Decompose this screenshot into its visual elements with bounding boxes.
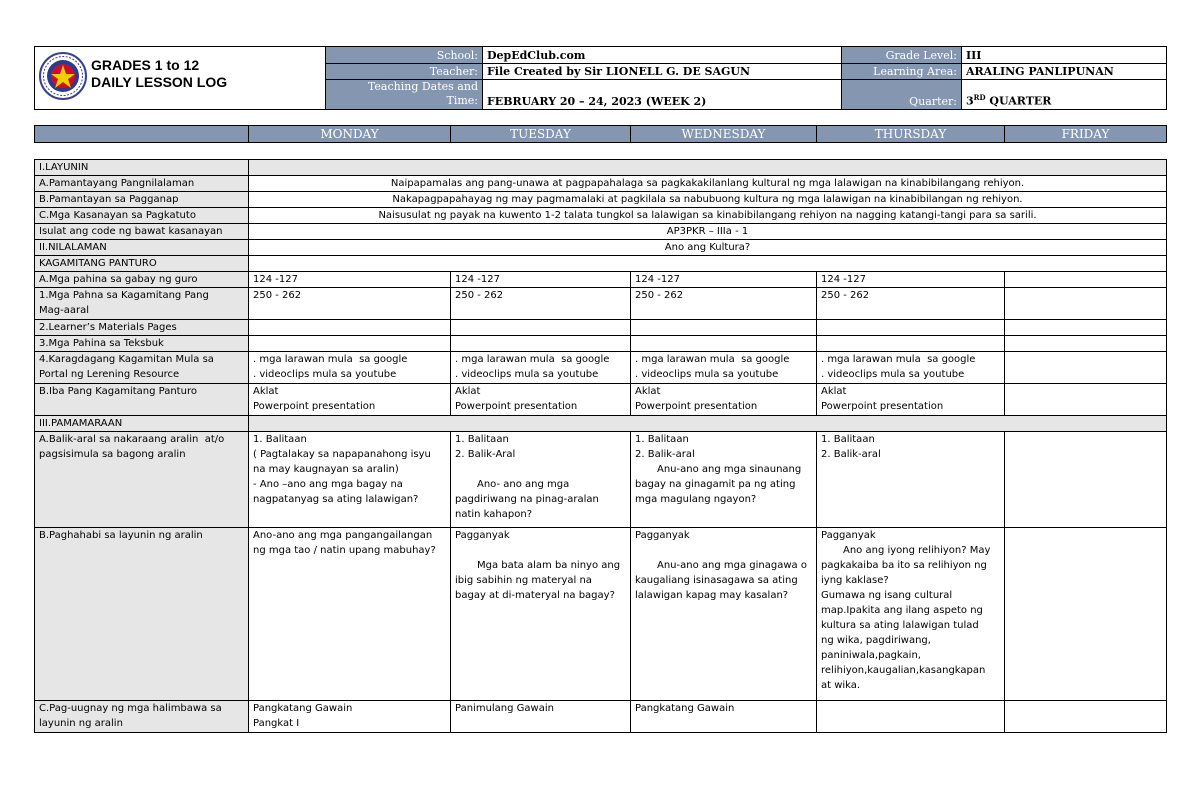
karagdagang-label-line-2: Portal ng Lerening Resource: [39, 369, 180, 380]
balik-wed-line: mga magulang ngayon?: [635, 494, 757, 505]
karagdagang-thursday: [817, 352, 1005, 384]
dates-label-line-2: Time:: [446, 94, 478, 107]
teksbuk-monday: [249, 336, 451, 352]
day-friday: FRIDAY: [1005, 126, 1167, 143]
balik-monday: [249, 432, 451, 528]
balik-wed-line: bagay na ginagamit pa ng ating: [635, 479, 796, 490]
quarter-text: QUARTER: [985, 95, 1052, 108]
nilalaman-value: Ano ang Kultura?: [249, 240, 1167, 256]
pagganap-value: Nakapagpapahayag ng may pagmamalaki at pagkilala sa nabubuong kultura ng mga lalawigan na kinabibilangan ng rehiyon.: [249, 192, 1167, 208]
learners-label: 2.Learner’s Materials Pages: [35, 320, 249, 336]
iba-line-1: Aklat: [635, 386, 661, 397]
kasanayan-value: Naisusulat ng payak na kuwento 1-2 talata tungkol sa lalawigan sa kinabibilangang rehiyon na nagging katangi-tangi para sa sarili.: [249, 208, 1167, 224]
paghahabi-thu-line: relihiyon,kaugalian,kasangkapan: [821, 665, 986, 676]
pag-uugnay-tuesday: Panimulang Gawain: [451, 701, 631, 733]
balik-friday: [1005, 432, 1167, 528]
balik-tue-line: natin kahapon?: [455, 509, 533, 520]
mag-aaral-friday: [1005, 288, 1167, 320]
balik-mon-line: nagpatanyag sa ating lalawigan?: [253, 494, 419, 505]
pag-uugnay-label: [35, 701, 249, 733]
balik-label-line-1: A.Balik-aral sa nakaraang aralin at/o: [39, 434, 225, 445]
learners-wednesday: [631, 320, 817, 336]
karagdagang-tuesday: [451, 352, 631, 384]
teacher-label: Teacher:: [326, 64, 483, 80]
iba-line-2: Powerpoint presentation: [821, 401, 944, 412]
mag-aaral-label-line-1: 1.Mga Pahna sa Kagamitang Pang: [39, 290, 209, 301]
paghahabi-wed-line: Anu-ano ang mga ginagawa o: [657, 560, 807, 571]
grade-value: III: [962, 47, 1167, 64]
pag-uugnay-mon-line: Pangkat I: [253, 718, 300, 729]
paghahabi-thu-line: iyng kaklase?: [821, 575, 889, 586]
paghahabi-thu-line: ng wika, pagdiriwang,: [821, 635, 931, 646]
pamantayang-value: Naipapamalas ang pang-unawa at pagpapahalaga sa pagkakakilanlang kultural ng mga lalawigan na kinabibilangang rehiyon.: [249, 176, 1167, 192]
iba-tuesday: [451, 384, 631, 416]
balik-tuesday: [451, 432, 631, 528]
days-header: [34, 125, 1166, 143]
days-blank-cell: [35, 126, 249, 143]
balik-wed-line: 2. Balik-aral: [635, 449, 695, 460]
table-row: [35, 192, 1167, 208]
balik-label: [35, 432, 249, 528]
area-label: Learning Area:: [842, 64, 962, 80]
karagdagang-line-1: . mga larawan mula sa google: [455, 354, 610, 365]
title-cell: [35, 47, 326, 110]
mag-aaral-label: [35, 288, 249, 320]
area-value: ARALING PANLIPUNAN: [962, 64, 1167, 80]
dates-label-line-1: Teaching Dates and: [367, 80, 478, 93]
gabay-label: A.Mga pahina sa gabay ng guro: [35, 272, 249, 288]
karagdagang-label: [35, 352, 249, 384]
iba-monday: [249, 384, 451, 416]
balik-mon-line: - Ano –ano ang mga bagay na: [253, 479, 403, 490]
learners-tuesday: [451, 320, 631, 336]
mag-aaral-thursday: 250 - 262: [817, 288, 1005, 320]
table-row: [35, 288, 1167, 320]
gabay-thursday: 124 -127: [817, 272, 1005, 288]
day-tuesday: TUESDAY: [451, 126, 631, 143]
iba-line-1: Aklat: [821, 386, 847, 397]
pag-uugnay-label-line-2: layunin ng aralin: [39, 718, 123, 729]
code-value: AP3PKR – IIIa - 1: [249, 224, 1167, 240]
paghahabi-tue-line: Pagganyak: [455, 530, 510, 541]
nilalaman-label: II.NILALAMAN: [35, 240, 249, 256]
iba-line-2: Powerpoint presentation: [253, 401, 376, 412]
paghahabi-thu-line: map.Ipakita ang ilang aspeto ng: [821, 605, 983, 616]
pamamaraan-blank: [249, 416, 1167, 432]
kagamitan-heading: KAGAMITANG PANTURO: [35, 256, 249, 272]
paghahabi-monday: [249, 528, 451, 701]
table-row: [35, 224, 1167, 240]
paghahabi-wed-line: Pagganyak: [635, 530, 690, 541]
mag-aaral-tuesday: 250 - 262: [451, 288, 631, 320]
iba-friday: [1005, 384, 1167, 416]
balik-tue-line: pagdiriwang na pinag-aralan: [455, 494, 599, 505]
paghahabi-thu-line: pagkakaiba ba ito sa relihiyon ng: [821, 560, 987, 571]
balik-tue-line: 1. Balitaan: [455, 434, 509, 445]
pag-uugnay-monday: [249, 701, 451, 733]
balik-mon-line: na may kaugnayan sa aralin): [253, 464, 399, 475]
pag-uugnay-label-line-1: C.Pag-uugnay ng mga halimbawa sa: [39, 703, 222, 714]
deped-seal-icon: [39, 52, 87, 100]
kagamitan-blank: [249, 256, 1167, 272]
table-row: [35, 701, 1167, 733]
karagdagang-friday: [1005, 352, 1167, 384]
school-value: DepEdClub.com: [483, 47, 842, 64]
pagganap-label: B.Pamantayan sa Pagganap: [35, 192, 249, 208]
table-row: [35, 432, 1167, 528]
balik-tue-line: Ano- ano ang mga: [477, 479, 570, 490]
dates-value: FEBRUARY 20 – 24, 2023 (WEEK 2): [483, 80, 842, 110]
balik-wed-line: 1. Balitaan: [635, 434, 689, 445]
balik-mon-line: 1. Balitaan: [253, 434, 307, 445]
table-row: [35, 176, 1167, 192]
gabay-friday: [1005, 272, 1167, 288]
paghahabi-thu-line: Gumawa ng isang cultural: [821, 590, 953, 601]
table-row: [35, 240, 1167, 256]
table-row: [35, 320, 1167, 336]
quarter-value: [962, 80, 1167, 110]
paghahabi-label: B.Paghahabi sa layunin ng aralin: [35, 528, 249, 701]
paghahabi-mon-line: ng mga tao / natin upang mabuhay?: [253, 545, 436, 556]
paghahabi-thu-line: Ano ang iyong relihiyon? May: [843, 545, 991, 556]
karagdagang-line-2: . videoclips mula sa youtube: [455, 369, 599, 380]
day-wednesday: WEDNESDAY: [631, 126, 817, 143]
header-block: [34, 46, 1166, 109]
dates-label: [326, 80, 483, 110]
pamantayang-label: A.Pamantayang Pangnilalaman: [35, 176, 249, 192]
iba-line-2: Powerpoint presentation: [635, 401, 758, 412]
day-monday: MONDAY: [249, 126, 451, 143]
table-row: [35, 416, 1167, 432]
table-row: [35, 528, 1167, 701]
paghahabi-tue-line: Mga bata alam ba ninyo ang: [477, 560, 621, 571]
iba-thursday: [817, 384, 1005, 416]
pag-uugnay-thursday: [817, 701, 1005, 733]
layunin-heading: I.LAYUNIN: [35, 160, 249, 176]
day-thursday: THURSDAY: [817, 126, 1005, 143]
iba-line-1: Aklat: [455, 386, 481, 397]
pag-uugnay-mon-line: Pangkatang Gawain: [253, 703, 353, 714]
quarter-number: 3: [966, 95, 974, 108]
paghahabi-thu-line: Pagganyak: [821, 530, 876, 541]
teacher-value: File Created by Sir LIONELL G. DE SAGUN: [483, 64, 842, 80]
gabay-tuesday: 124 -127: [451, 272, 631, 288]
teksbuk-tuesday: [451, 336, 631, 352]
kasanayan-label: C.Mga Kasanayan sa Pagkatuto: [35, 208, 249, 224]
learners-friday: [1005, 320, 1167, 336]
balik-thu-line: 2. Balik-aral: [821, 449, 881, 460]
mag-aaral-monday: 250 - 262: [249, 288, 451, 320]
balik-label-line-2: pagsisimula sa bagong aralin: [39, 449, 186, 460]
karagdagang-line-1: . mga larawan mula sa google: [253, 354, 408, 365]
gabay-monday: 124 -127: [249, 272, 451, 288]
iba-line-1: Aklat: [253, 386, 279, 397]
table-row: [35, 336, 1167, 352]
paghahabi-tuesday: [451, 528, 631, 701]
teksbuk-wednesday: [631, 336, 817, 352]
code-label: Isulat ang code ng bawat kasanayan: [35, 224, 249, 240]
title-line-2: DAILY LESSON LOG: [91, 74, 228, 90]
table-row: [35, 160, 1167, 176]
table-row: [35, 208, 1167, 224]
iba-wednesday: [631, 384, 817, 416]
table-row: [35, 352, 1167, 384]
school-label: School:: [326, 47, 483, 64]
teksbuk-label: 3.Mga Pahina sa Teksbuk: [35, 336, 249, 352]
iba-label: B.Iba Pang Kagamitang Panturo: [35, 384, 249, 416]
paghahabi-tue-line: bagay at di-materyal na bagay?: [455, 590, 615, 601]
table-row: [35, 384, 1167, 416]
learners-thursday: [817, 320, 1005, 336]
karagdagang-line-2: . videoclips mula sa youtube: [635, 369, 779, 380]
teksbuk-friday: [1005, 336, 1167, 352]
mag-aaral-wednesday: 250 - 262: [631, 288, 817, 320]
lesson-grid: [34, 159, 1166, 733]
document-title: [91, 57, 227, 91]
quarter-label: Quarter:: [842, 80, 962, 110]
mag-aaral-label-line-2: Mag-aaral: [39, 305, 89, 316]
balik-thu-line: 1. Balitaan: [821, 434, 875, 445]
paghahabi-thursday: [817, 528, 1005, 701]
pag-uugnay-friday: [1005, 701, 1167, 733]
grade-label: Grade Level:: [842, 47, 962, 64]
pamamaraan-heading: III.PAMAMARAAN: [35, 416, 249, 432]
table-row: [35, 272, 1167, 288]
paghahabi-wed-line: kaugaliang isinasagawa sa ating: [635, 575, 798, 586]
karagdagang-monday: [249, 352, 451, 384]
paghahabi-thu-line: at wika.: [821, 680, 861, 691]
table-row: [35, 256, 1167, 272]
karagdagang-line-1: . mga larawan mula sa google: [635, 354, 790, 365]
paghahabi-thu-line: kultura sa ating lalawigan tulad: [821, 620, 979, 631]
iba-line-2: Powerpoint presentation: [455, 401, 578, 412]
paghahabi-thu-line: paniniwala,pagkain,: [821, 650, 921, 661]
paghahabi-friday: [1005, 528, 1167, 701]
balik-thursday: [817, 432, 1005, 528]
paghahabi-mon-line: Ano-ano ang mga pangangailangan: [253, 530, 433, 541]
learners-monday: [249, 320, 451, 336]
karagdagang-line-1: . mga larawan mula sa google: [821, 354, 976, 365]
title-line-1: GRADES 1 to 12: [91, 57, 200, 73]
karagdagang-line-2: . videoclips mula sa youtube: [821, 369, 965, 380]
balik-mon-line: ( Pagtalakay sa napapanahong isyu: [253, 449, 431, 460]
paghahabi-wed-line: lalawigan kapag may kasalan?: [635, 590, 789, 601]
teksbuk-thursday: [817, 336, 1005, 352]
pag-uugnay-wednesday: Pangkatang Gawain: [631, 701, 817, 733]
paghahabi-wednesday: [631, 528, 817, 701]
balik-wednesday: [631, 432, 817, 528]
karagdagang-wednesday: [631, 352, 817, 384]
balik-wed-line: Anu-ano ang mga sinaunang: [657, 464, 802, 475]
karagdagang-line-2: . videoclips mula sa youtube: [253, 369, 397, 380]
quarter-suffix: RD: [973, 93, 986, 103]
karagdagang-label-line-1: 4.Karagdagang Kagamitan Mula sa: [39, 354, 214, 365]
layunin-blank: [249, 160, 1167, 176]
gabay-wednesday: 124 -127: [631, 272, 817, 288]
balik-tue-line: 2. Balik-Aral: [455, 449, 516, 460]
paghahabi-tue-line: ibig sabihin ng materyal na: [455, 575, 592, 586]
